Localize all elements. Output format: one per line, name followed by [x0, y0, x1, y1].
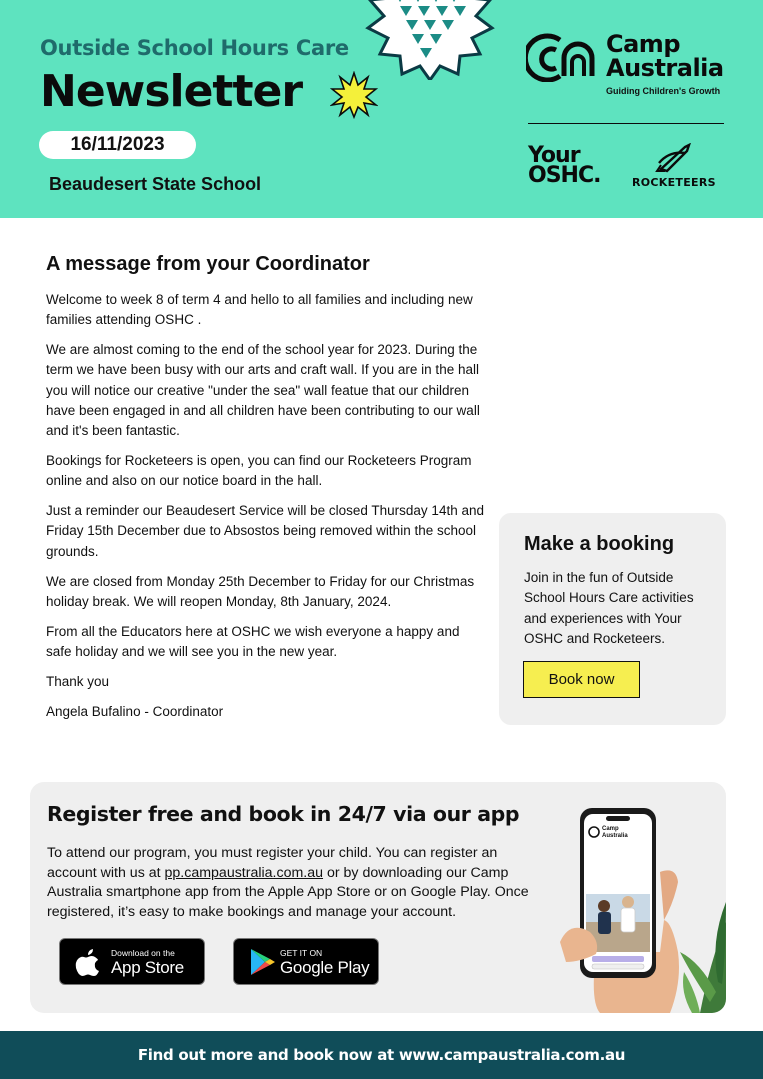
page-title: Newsletter: [40, 66, 303, 117]
your-oshc-logo: [528, 143, 601, 188]
google-play-small-text: GET IT ON: [280, 948, 323, 958]
rocketeers-logo: ROCKETEERS: [632, 176, 716, 189]
newsletter-header: [0, 0, 763, 218]
phone-in-hand-image: [560, 802, 726, 1013]
booking-title: Make a booking: [524, 533, 675, 555]
google-play-button[interactable]: [233, 938, 379, 985]
phone-brand-line1: Camp: [602, 826, 619, 832]
app-description: [47, 844, 547, 922]
app-heading: Register free and book in 24/7 via our app: [47, 802, 520, 826]
message-paragraph: We are almost coming to the end of the school year for 2023. During the term we have been busy with our arts and craft wall. If you are in the hall you will notice our creative "under the sea" wall featue that our children have been engaged in and all children have been contributing to our wall and it's been fantastic.: [46, 342, 480, 439]
message-paragraph: Just a reminder our Beaudesert Service will be closed Thursday 14th and Friday 15th December due to Absostos being removed within the school grounds.: [46, 503, 484, 559]
camp-australia-icon: [526, 32, 598, 82]
brand-tagline: Guiding Children's Growth: [606, 86, 721, 96]
camp-australia-logo: [526, 30, 726, 102]
app-store-label: App Store: [111, 958, 184, 977]
rocket-icon: [655, 143, 695, 173]
message-signature: Angela Bufalino - Coordinator: [46, 703, 224, 719]
phone-brand-line2: Australia: [602, 833, 628, 839]
footer-bar: [0, 1031, 763, 1079]
date-badge: [39, 131, 196, 159]
app-text-before: To attend our program, you must register your child. You can register an account with us at: [47, 845, 498, 881]
school-name: Beaudesert State School: [49, 174, 262, 194]
brand-name-line1: Camp: [606, 30, 680, 58]
booking-text: Join in the fun of Outside School Hours Care activities and experiences with Your OSHC and Rocketeers.: [524, 570, 694, 646]
apple-icon: [74, 947, 102, 977]
app-register-panel: [30, 782, 726, 1013]
message-paragraph: From all the Educators here at OSHC we wish everyone a happy and safe holiday and we will see you in the new year.: [46, 623, 460, 659]
message-paragraph: Bookings for Rocketeers is open, you can find our Rocketeers Program online and also on our notice board in the hall.: [46, 453, 472, 489]
your-oshc-line2: OSHC.: [528, 163, 601, 188]
message-paragraph: We are closed from Monday 25th December to Friday for our Christmas holiday break. We will reopen Monday, 8th January, 2024.: [46, 573, 475, 609]
message-signoff: Thank you: [46, 673, 110, 689]
google-play-icon: [248, 947, 276, 977]
coordinator-message: [46, 290, 486, 731]
yellow-burst-decoration: [330, 71, 378, 119]
your-oshc-line1: Your: [528, 143, 580, 168]
date-text: 16/11/2023: [70, 134, 165, 155]
footer-link-text[interactable]: Find out more and book now at www.campaustralia.com.au: [137, 1046, 626, 1064]
triangle-star-decoration: [360, 0, 500, 80]
brand-name-line2: Australia: [606, 54, 724, 82]
brand-name: [606, 32, 724, 80]
coordinator-heading: A message from your Coordinator: [46, 253, 370, 275]
app-store-small-text: Download on the: [111, 948, 175, 958]
header-kicker: Outside School Hours Care: [40, 36, 349, 60]
google-play-label: Google Play: [280, 958, 370, 977]
booking-card: [499, 513, 726, 725]
brand-divider: [528, 123, 724, 124]
app-text-after: or by downloading our Camp Australia smartphone app from the Apple App Store or on Google Play. Once registered, it’s easy to make bookings and manage your account.: [47, 864, 529, 920]
book-now-button[interactable]: Book now: [523, 661, 640, 698]
register-link[interactable]: pp.campaustralia.com.au: [164, 864, 324, 881]
message-paragraph: Welcome to week 8 of term 4 and hello to all families and including new families attending OSHC .: [46, 292, 473, 328]
app-store-button[interactable]: [59, 938, 205, 985]
